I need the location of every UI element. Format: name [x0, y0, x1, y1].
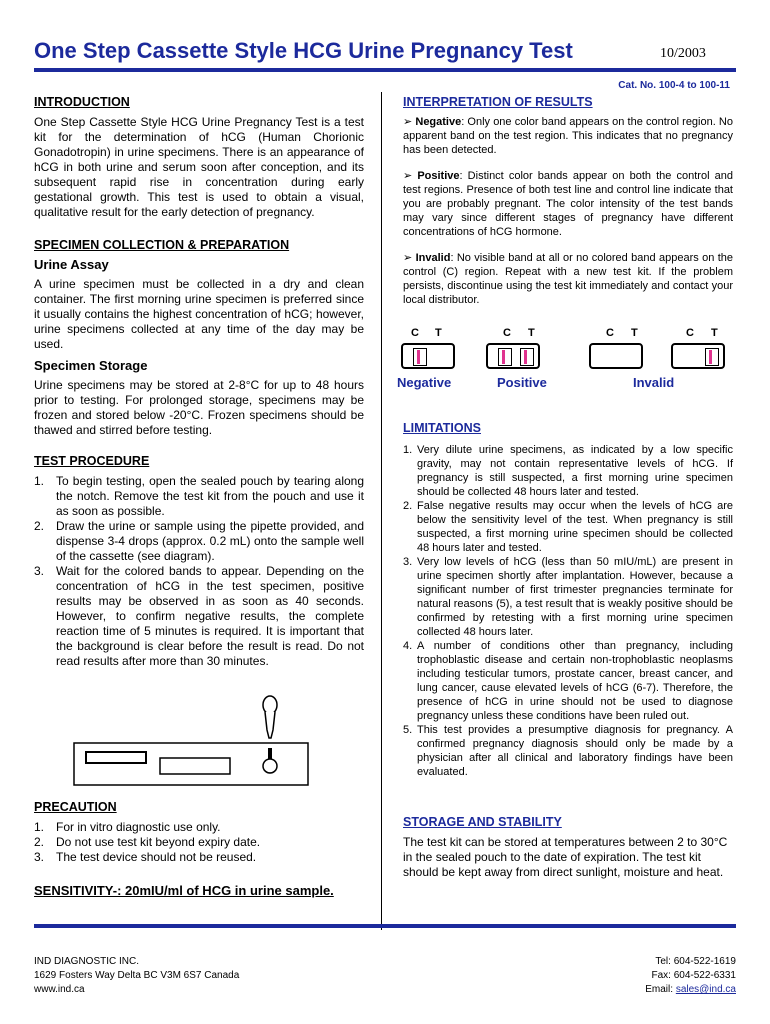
t-label: T — [435, 327, 442, 339]
negative-cassette — [401, 343, 455, 369]
specimen-storage-title: Specimen Storage — [34, 358, 148, 373]
precaution-section — [34, 800, 374, 898]
c-label: C — [686, 327, 694, 339]
list-item: 3. Wait for the colored bands to appear. Depending on the concentration of hCG in the test specimen, positive results may be observed in as soon as 40 seconds. However, to confirm negative results, the complete reaction time of 5 minutes is required. It is important that the background is clear before the result is read. Do not read results after more than 30 minutes. — [34, 564, 364, 668]
test-window — [705, 348, 719, 366]
list-item: 1. To begin testing, open the sealed pouch by tearing along the notch. Remove the test kit from the pouch and use it as soon as possible. — [34, 474, 364, 518]
interpretation-heading: INTERPRETATION OF RESULTS — [403, 95, 593, 109]
negative-label: Negative — [397, 375, 452, 390]
storage-text: The test kit can be stored at temperatures between 2 to 30°C in the sealed pouch to the date of expiration. The test kit should be kept away from direct sunlight, moisture and heat. — [403, 835, 728, 879]
t-label: T — [711, 327, 718, 339]
test-procedure-heading: TEST PROCEDURE — [34, 454, 150, 468]
limitations-list — [403, 443, 733, 779]
left-column — [34, 95, 364, 669]
positive-cassette — [486, 343, 540, 369]
procedure-list — [34, 474, 364, 669]
arrow-icon: ➢ — [403, 170, 413, 182]
c-label: C — [503, 327, 511, 339]
list-item: 4. A number of conditions other than pregnancy, including trophoblastic disease and certain non-trophoblastic neoplasms including testicular tumors, prostate cancer, breast cancer, and lung cancer, cause elevated levels of hCG (6-7). Therefore, the presence of hCG in urine should not be used to diagnose pregnancy unless these conditions have been ruled out. — [403, 640, 733, 722]
control-window — [498, 348, 512, 366]
header-rule — [34, 68, 736, 72]
result-diagram — [397, 325, 737, 395]
catalog-number: Cat. No. 100-4 to 100-11 — [618, 80, 730, 91]
pipette-icon — [263, 696, 277, 738]
precaution-list — [34, 820, 374, 865]
cassette-diagram — [72, 692, 312, 792]
company-address: 1629 Fosters Way Delta BC V3M 6S7 Canada — [34, 970, 240, 981]
company-website[interactable]: www.ind.ca — [34, 984, 85, 995]
list-item: 5. This test provides a presumptive diagnosis for pregnancy. A confirmed pregnancy diagnosis should only be made by a physician after all clinical and laboratory findings have been evaluated. — [403, 724, 733, 778]
test-band — [524, 350, 527, 364]
precaution-heading: PRECAUTION — [34, 800, 117, 814]
control-band — [417, 350, 420, 364]
c-label: C — [411, 327, 419, 339]
document-title: One Step Cassette Style HCG Urine Pregnancy Test — [34, 38, 573, 63]
arrow-icon: ➢ — [403, 252, 413, 264]
phone-number: Tel: 604-522-1619 — [655, 956, 736, 967]
negative-result-text: ➢ Negative: Only one color band appears on the control region. No apparent band on the test region. This indicates that no pregnancy has been detected. — [403, 116, 733, 156]
fax-number: Fax: 604-522-6331 — [651, 970, 736, 981]
specimen-heading: SPECIMEN COLLECTION & PREPARATION — [34, 238, 290, 252]
specimen-storage-text: Urine specimens may be stored at 2-8°C for up to 48 hours prior to testing. For prolonged storage, specimens may be frozen and stored below -20°C. Frozen specimens should be thawed and stirred before testing. — [34, 378, 364, 437]
list-item: 2. Draw the urine or sample using the pipette provided, and dispense 3-4 drops (approx. 0.2 mL) onto the sample well of the cassette (see diagram). — [34, 519, 364, 563]
t-label: T — [528, 327, 535, 339]
footer-address-block — [34, 955, 239, 997]
control-window — [413, 348, 427, 366]
list-item: 2. Do not use test kit beyond expiry date. — [34, 835, 261, 849]
limitations-section — [403, 421, 733, 779]
invalid-label: Invalid — [633, 375, 675, 390]
t-label: T — [631, 327, 638, 339]
invalid-cassette — [589, 343, 643, 369]
c-label: C — [606, 327, 614, 339]
invalid-result-text: ➢ Invalid: No visible band at all or no colored band appears on the control (C) region. Repeat with a new test kit. If the problem persists, discontinue using the test kit immediately and contact your local distributor. — [403, 252, 733, 306]
introduction-text: One Step Cassette Style HCG Urine Pregnancy Test is a test kit for the determination of hCG (Human Chorionic Gonadotropin) in urine specimens. There is an appearance of hCG in both urine and serum soon after conception, and its subsequent rapid rise in concentration during early gestational growth. This test is used to obtain a visual, qualitative result for the early detection of pregnancy. — [34, 115, 364, 219]
limitations-heading: LIMITATIONS — [403, 421, 481, 435]
storage-heading: STORAGE AND STABILITY — [403, 815, 562, 829]
company-name: IND DIAGNOSTIC INC. — [34, 956, 140, 967]
result-window — [160, 758, 230, 774]
list-item: 1. For in vitro diagnostic use only. — [34, 820, 221, 834]
list-item: 3. The test device should not be reused. — [34, 850, 257, 864]
sensitivity-statement: SENSITIVITY-: 20mIU/ml of HCG in urine sample. — [34, 883, 334, 898]
positive-result-text: ➢ Positive: Distinct color bands appear on both the control and test regions. Presence of both test line and control line indicate that you are probably pregnant. The color intensity of the test bands may vary since different stages of pregnancy have different concentrations of hCG hormone. — [403, 170, 733, 238]
list-item: 1. Very dilute urine specimens, as indicated by a low specific gravity, may not contain representative levels of hCG. If pregnancy is still suspected, a first morning urine specimen should be collected 48 hours later and tested. — [403, 444, 733, 498]
test-window — [520, 348, 534, 366]
urine-assay-title: Urine Assay — [34, 257, 109, 272]
arrow-icon: ➢ — [403, 116, 413, 128]
control-band — [502, 350, 505, 364]
list-item: 3. Very low levels of hCG (less than 50 mIU/mL) are present in urine specimen shortly after implantation. However, because a significant number of first trimester pregnancies terminate for natural reasons (5), a test result that is weakly positive should be confirmed by retesting with a first morning urine specimen collected 48 hours later. — [403, 556, 733, 638]
right-column — [403, 95, 733, 307]
invalid-cassette — [671, 343, 725, 369]
footer-rule — [34, 924, 736, 928]
footer-contact-block — [645, 955, 736, 997]
email-line: Email: sales@ind.ca — [645, 984, 736, 995]
urine-assay-text: A urine specimen must be collected in a dry and clean container. The first morning urine specimen is preferred since it usually contains the highest concentration of hCG; however, urine specimens collected at any time of the day may be used. — [34, 277, 364, 351]
column-divider — [381, 92, 382, 930]
introduction-heading: INTRODUCTION — [34, 95, 130, 109]
list-item: 2. False negative results may occur when the levels of hCG are below the sensitivity level of the test. When pregnancy is still suspected, a first morning urine specimen should be collected 48 hours later and tested. — [403, 500, 733, 554]
email-link[interactable]: sales@ind.ca — [675, 984, 736, 995]
document-date: 10/2003 — [660, 46, 706, 61]
test-band — [709, 350, 712, 364]
cassette-label-area — [86, 752, 146, 763]
positive-label: Positive — [497, 375, 547, 390]
storage-section — [403, 815, 733, 880]
